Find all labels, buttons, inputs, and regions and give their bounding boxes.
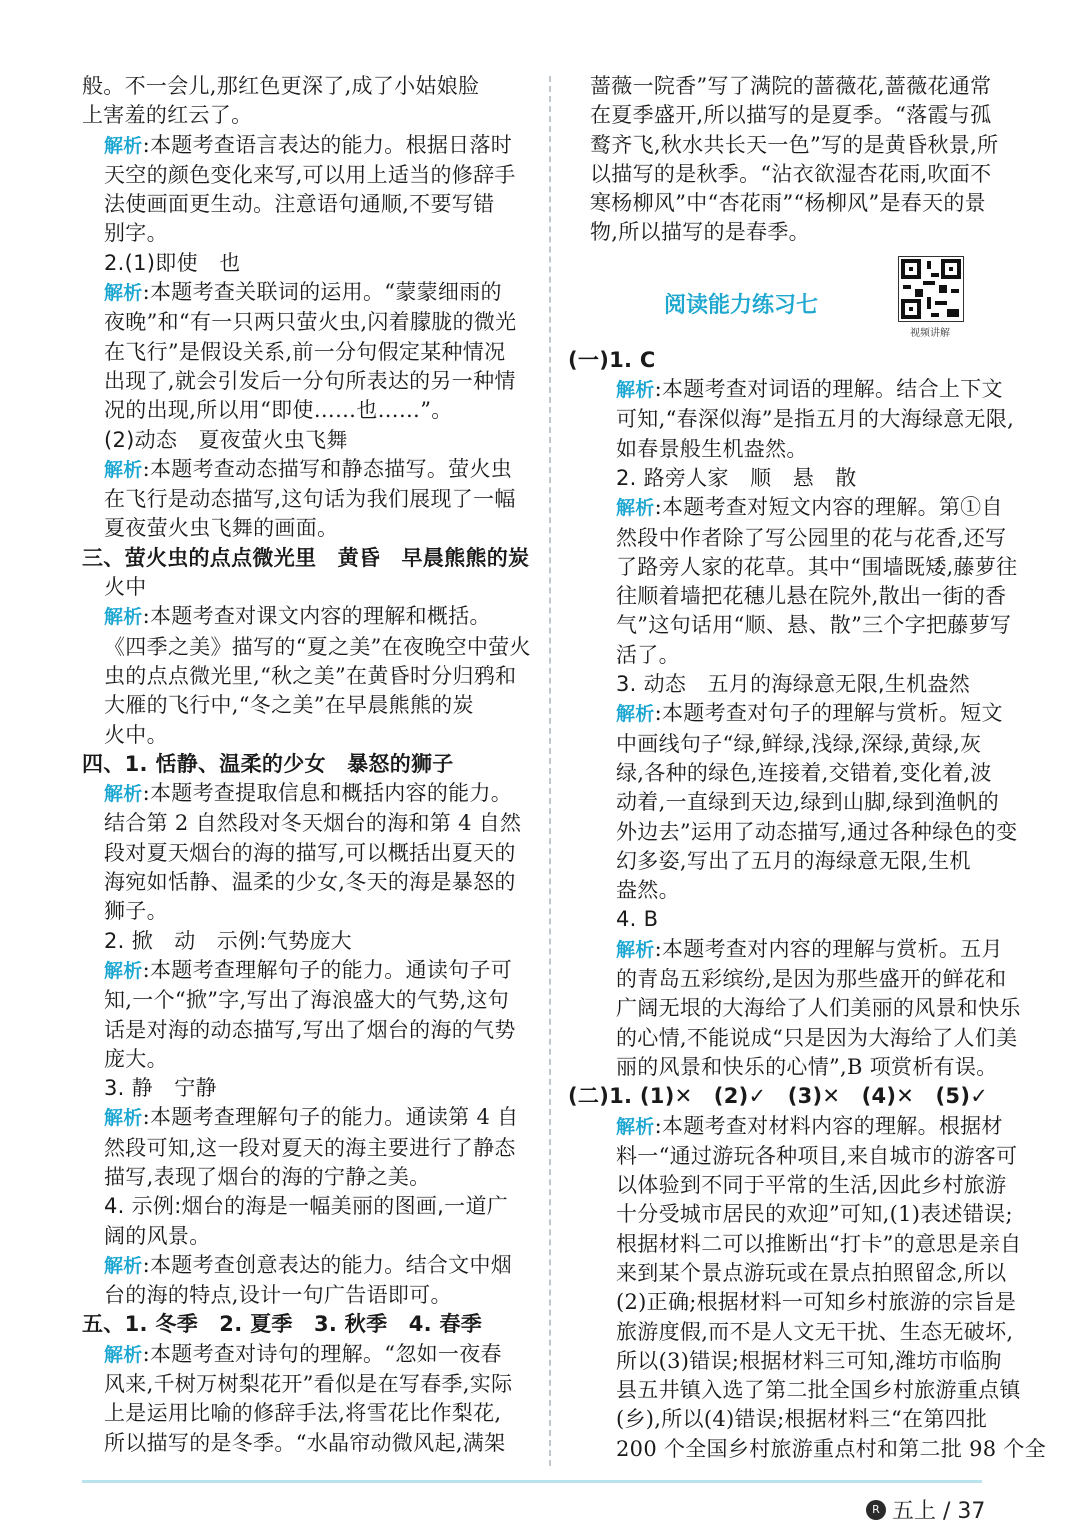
line-text: 狮子。 [104,899,168,924]
analysis-tag: 解析 [104,959,143,982]
line-text: 2. 路旁人家 顺 悬 散 [616,465,857,490]
line-text: 的心情,不能说成“只是因为大海给了人们美 [616,1025,1018,1050]
page-number: 五上 / 37 [892,1499,986,1524]
line-text: 风来,千树万树梨花开”看似是在写春季,实际 [104,1372,513,1397]
text-line [568,1435,1047,1464]
line-text: 3. 静 宁静 [104,1076,217,1101]
line-text: 法使画面更生动。注意语句通顺,不要写错 [104,192,495,217]
line-text: 四、1. 恬静、温柔的少女 暴怒的狮子 [82,751,454,776]
line-text: 根据材料二可以推断出“打卡”的意思是亲自 [616,1231,1022,1256]
text-line [568,131,999,160]
line-text: 4. B [616,907,659,932]
line-text: 往顺着墙把花穗儿悬在院外,散出一街的香 [616,584,1007,609]
column-divider [549,76,551,1466]
analysis-line [568,375,1003,405]
text-line [568,876,988,905]
analysis-line [82,278,534,308]
text-line [568,1024,1018,1053]
text-line [82,1163,534,1192]
text-line [568,405,1015,434]
line-text: 来到某个景点游玩或在景点拍照留念,所以 [616,1260,1007,1285]
line-text: :本题考查动态描写和静态描写。萤火虫 [142,456,513,481]
line-text: 段对夏天烟台的海的描写,可以概括出夏天的 [104,840,516,865]
line-text: 话是对海的动态描写,写出了烟台的海的气势 [104,1017,516,1042]
line-text: 中画线句子“绿,鲜绿,浅绿,深绿,黄绿,灰 [616,731,982,756]
line-text: 广阔无垠的大海给了人们美丽的风景和快乐 [616,996,1021,1021]
text-line [568,788,1000,817]
line-text: :本题考查对短文内容的理解。第①自 [654,495,1003,520]
analysis-line [82,1340,534,1370]
text-line [82,809,534,838]
line-text: 《四季之美》描写的“夏之美”在夜晚空中萤火 [104,634,531,659]
text-line [82,219,534,248]
analysis-line [82,779,534,809]
text-line [82,485,534,514]
line-text: 寒杨柳风”中“杏花雨”“杨柳风”是春天的景 [590,191,986,216]
text-line [82,1370,534,1399]
line-text: :本题考查对诗句的理解。“忽如一夜春 [142,1341,502,1366]
text-line [568,670,988,699]
line-text: 3. 动态 五月的海绿意无限,生机盎然 [616,672,971,697]
analysis-line [568,699,1003,729]
line-text: 海宛如恬静、温柔的少女,冬天的海是暴怒的 [104,870,516,895]
text-line [568,847,988,876]
text-line [82,750,534,779]
line-text: 阔的风景。 [104,1223,211,1248]
line-text: 在飞行”是假设关系,前一分句假定某种情况 [104,339,506,364]
line-text: 然段中作者除了写公园里的花与花香,还写 [616,525,1007,550]
qr-caption: 视频讲解 [910,327,950,339]
text-line [82,101,534,130]
text-line [568,1288,1017,1317]
line-text: 所以描写的是冬季。“水晶帘动微风起,满架 [104,1430,506,1455]
text-line [568,1318,1014,1347]
analysis-line [82,1251,534,1281]
text-line [568,905,988,934]
text-line [82,633,534,662]
analysis-tag: 解析 [104,1343,143,1366]
text-line [568,730,988,759]
text-line [82,1134,534,1163]
line-text: 火中 [104,575,147,600]
line-text: (二)1. (1)✕ (2)✓ (3)✕ (4)✕ (5)✓ [568,1084,989,1109]
line-text: 以描写的是秋季。“沾衣欲湿杏花雨,吹面不 [590,161,992,186]
line-text: 结合第 2 自然段对冬天烟台的海和第 4 自然 [104,811,522,836]
line-text: 大雁的飞行中,“冬之美”在早晨熊熊的炭 [104,693,474,718]
text-line [82,396,534,425]
analysis-tag: 解析 [616,938,655,961]
footer-rule [82,1480,982,1483]
text-line [568,818,1018,847]
text-line [568,1405,988,1434]
line-text: 鹜齐飞,秋水共长天一色”写的是黄昏秋景,所 [590,132,999,157]
text-line [82,1192,534,1221]
analysis-tag: 解析 [616,703,655,726]
line-text: (乡),所以(4)错误;根据材料三“在第四批 [616,1407,988,1432]
line-text: (一)1. C [568,347,656,372]
line-text: 的青岛五彩缤纷,是因为那些盛开的鲜花和 [616,967,1007,992]
analysis-tag: 解析 [104,458,143,481]
text-line [82,426,534,455]
text-line [82,190,534,219]
line-text: :本题考查对课文内容的理解和概括。 [142,604,491,629]
line-text: 气”这句话用“顺、悬、散”三个字把藤萝写 [616,613,1012,638]
right-column [568,72,1047,1464]
text-line [82,897,534,926]
text-line [82,367,534,396]
line-text: 以体验到不同于平常的生活,因此乡村旅游 [616,1173,1007,1198]
line-text: 庞大。 [104,1046,168,1071]
text-line [568,1259,1007,1288]
line-text: 了路旁人家的花草。其中“围墙既矮,藤萝往 [616,554,1018,579]
text-line [82,573,534,602]
text-line [82,338,534,367]
line-text: 天空的颜色变化来写,可以用上适当的修辞手 [104,162,516,187]
text-line [82,839,534,868]
text-line [568,101,992,130]
line-text: 别字。 [104,221,168,246]
text-line [568,1230,1022,1259]
line-text: 动着,一直绿到天边,绿到山脚,绿到渔帆的 [616,790,1000,815]
text-line [568,611,1012,640]
line-text: 4. 示例:烟台的海是一幅美丽的图画,一道广 [104,1194,509,1219]
analysis-tag: 解析 [104,1107,143,1130]
line-text: 蔷薇一院香”写了满院的蔷薇花,蔷薇花通常 [590,74,992,98]
analysis-tag: 解析 [616,379,655,402]
text-line [568,582,1007,611]
practice-header [568,254,988,346]
line-text: 所以(3)错误;根据材料三可知,潍坊市临朐 [616,1348,1002,1373]
line-text: :本题考查创意表达的能力。结合文中烟 [142,1252,513,1277]
analysis-tag: 解析 [104,606,143,629]
line-text: 2. 掀 动 示例:气势庞大 [104,928,352,953]
line-text: (2)正确;根据材料一可知乡村旅游的宗旨是 [616,1290,1017,1315]
line-text: 在飞行是动态描写,这句话为我们展现了一幅 [104,487,516,512]
line-text: 上是运用比喻的修辞手法,将雪花比作梨花, [104,1401,502,1426]
text-line [568,218,988,247]
line-text: 如春景般生机盎然。 [616,436,808,461]
text-line [568,1347,1002,1376]
line-text: 活了。 [616,642,680,667]
line-text: :本题考查对材料内容的理解。根据材 [654,1113,1003,1138]
text-line [82,544,534,573]
line-text: 夏夜萤火虫飞舞的画面。 [104,516,339,541]
line-text: 旅游度假,而不是人文无干扰、生态无破坏, [616,1319,1014,1344]
line-text: 在夏季盛开,所以描写的是夏季。“落霞与孤 [590,103,992,128]
line-text: 幻多姿,写出了五月的海绿意无限,生机 [616,848,971,873]
line-text: :本题考查对词语的理解。结合上下文 [654,377,1003,402]
line-text: :本题考查对内容的理解与赏析。五月 [654,936,1003,961]
analysis-tag: 解析 [616,497,655,520]
text-line [568,759,992,788]
line-text: :本题考查关联词的运用。“蒙蒙细雨的 [142,280,502,305]
line-text: 县五井镇入选了第二批全国乡村旅游重点镇 [616,1378,1021,1403]
line-text: 五、1. 冬季 2. 夏季 3. 秋季 4. 春季 [82,1312,483,1337]
text-line [82,662,534,691]
text-line [568,72,992,101]
analysis-tag: 解析 [104,783,143,806]
text-line [82,691,534,720]
text-line [568,553,1018,582]
line-text: (2)动态 夏夜萤火虫飞舞 [104,427,348,452]
line-text: 十分受城市居民的欢迎”可知,(1)表述错误; [616,1202,1013,1227]
text-line [82,1222,534,1251]
text-line [82,1074,534,1103]
practice-title: 阅读能力练习七 [664,292,819,318]
line-text: 可知,“春深似海”是指五月的大海绿意无限, [616,407,1015,432]
text-line [82,986,534,1015]
line-text: :本题考查提取信息和概括内容的能力。 [142,781,513,806]
text-line [82,1310,534,1339]
line-text: 料一“通过游玩各种项目,来自城市的游客可 [616,1143,1018,1168]
text-line [568,1053,998,1082]
line-text: 火中。 [104,722,168,747]
line-text: 知,一个“掀”字,写出了海浪盛大的气势,这句 [104,988,510,1013]
text-line [82,1399,534,1428]
line-text: 盎然。 [616,878,680,903]
line-text: 三、萤火虫的点点微光里 黄昏 早晨熊熊的炭 [82,545,530,570]
text-line [82,161,534,190]
right-column-bottom [568,346,1047,1464]
line-text: :本题考查语言表达的能力。根据日落时 [142,132,513,157]
analysis-line [82,1103,534,1133]
line-text: 虫的点点微光里,“秋之美”在黄昏时分归鸦和 [104,663,517,688]
analysis-line [82,602,534,632]
text-line [568,524,1007,553]
line-text: 描写,表现了烟台的海的宁静之美。 [104,1164,431,1189]
text-line [568,1200,1013,1229]
line-text: 丽的风景和快乐的心情”,B 项赏析有误。 [616,1054,998,1079]
text-line [568,1082,988,1111]
line-text: 物,所以描写的是春季。 [590,220,810,245]
line-text: :本题考查理解句子的能力。通读第 4 自 [142,1105,519,1130]
text-line [568,1376,1021,1405]
line-text: 般。不一会儿,那红色更深了,成了小姑娘脸 [82,74,480,98]
page-footer [866,1494,985,1525]
analysis-line [82,131,534,161]
text-line [568,641,988,670]
line-text: 外边去”运用了动态描写,通过各种绿色的变 [616,819,1018,844]
analysis-line [568,493,1003,523]
text-line [568,160,992,189]
text-line [82,868,534,897]
text-line [568,965,1007,994]
text-line [82,1281,534,1310]
text-line [568,189,988,218]
text-line [568,1142,1018,1171]
text-line [82,1016,534,1045]
line-text: 台的海的特点,设计一句广告语即可。 [104,1283,452,1308]
line-text: 出现了,就会引发后一分句所表达的另一种情 [104,368,516,393]
analysis-line [82,455,534,485]
text-line [82,927,534,956]
text-line [568,1171,1007,1200]
grade-badge-icon: R [866,1500,886,1520]
text-line [568,994,1021,1023]
qr-code-icon[interactable] [898,256,964,322]
text-line [82,1045,534,1074]
line-text: 然段可知,这一段对夏天的海主要进行了静态 [104,1135,516,1160]
text-line [568,464,988,493]
text-line [82,308,534,337]
line-text: 况的出现,所以用“即使……也……”。 [104,398,453,423]
text-line [82,72,534,101]
analysis-tag: 解析 [104,1254,143,1277]
line-text: :本题考查对句子的理解与赏析。短文 [654,701,1003,726]
analysis-line [568,935,1003,965]
analysis-tag: 解析 [104,282,143,305]
text-line [82,721,534,750]
line-text: 200 个全国乡村旅游重点村和第二批 98 个全 [616,1436,1047,1461]
analysis-line [82,956,534,986]
text-line [82,1429,534,1458]
line-text: 上害羞的红云了。 [82,103,253,128]
text-line [568,435,988,464]
line-text: 2.(1)即使 也 [104,250,241,275]
line-text: 夜晚”和“有一只两只萤火虫,闪着朦胧的微光 [104,310,517,335]
line-text: :本题考查理解句子的能力。通读句子可 [142,957,513,982]
analysis-tag: 解析 [616,1115,655,1138]
right-column-top [568,72,999,248]
line-text: 绿,各种的绿色,连接着,交错着,变化着,波 [616,760,992,785]
text-line [82,249,534,278]
analysis-tag: 解析 [104,134,143,157]
text-line [82,514,534,543]
text-line [568,346,988,375]
analysis-line [568,1112,1003,1142]
left-column [82,72,534,1458]
